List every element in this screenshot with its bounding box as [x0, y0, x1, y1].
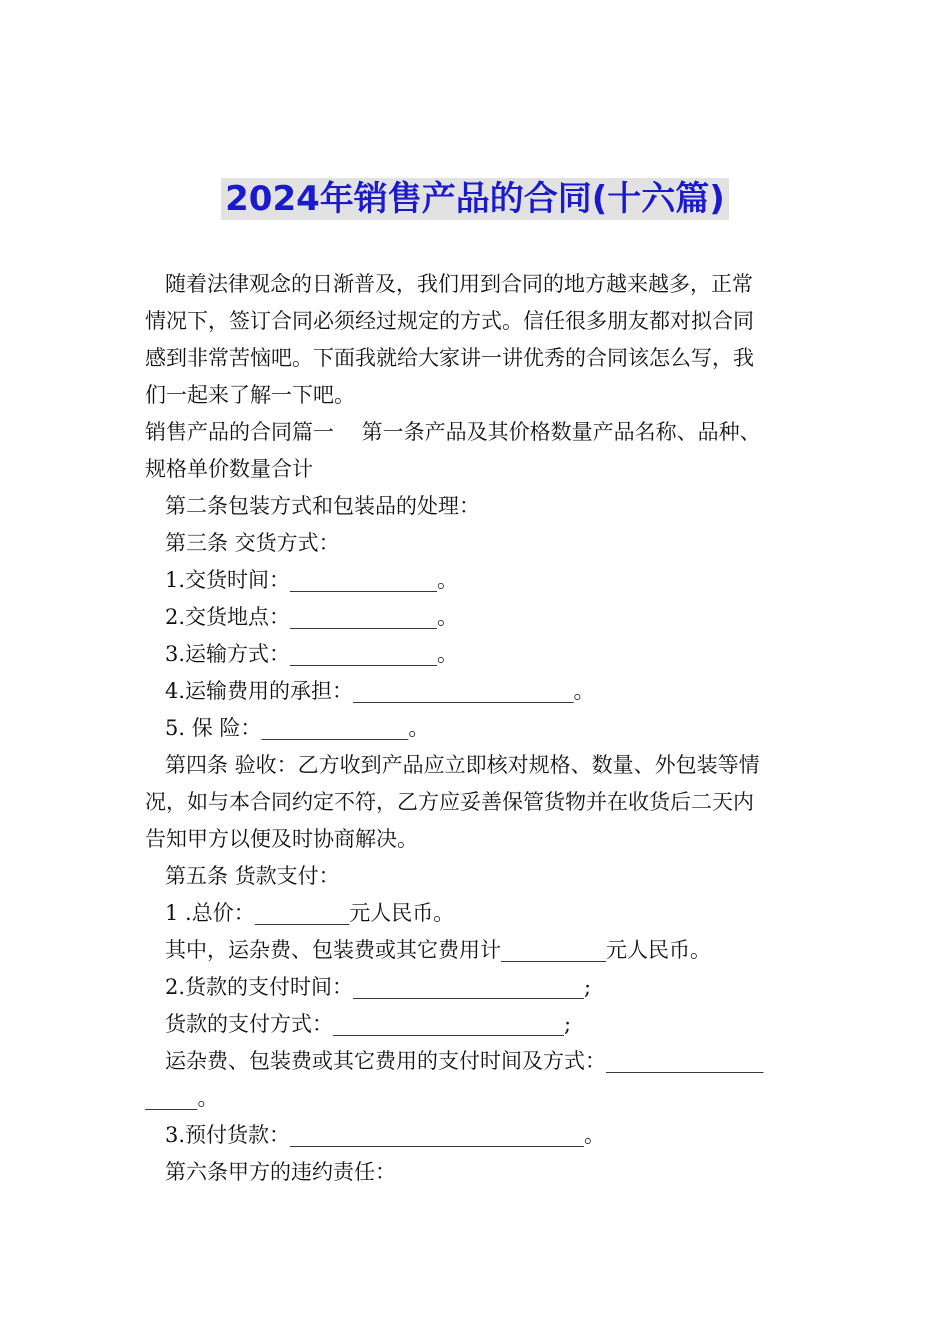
document-body [145, 266, 810, 1191]
paragraph-line: 第三条 交货方式： [165, 531, 340, 555]
document-title: 2024年销售产品的合同(十六篇) [221, 178, 729, 220]
paragraph-line: 规格单价数量合计 [145, 457, 313, 481]
paragraph-line: 4.运输费用的承担：_____________________。 [165, 679, 595, 703]
paragraph-line: 感到非常苦恼吧。下面我就给大家讲一讲优秀的合同该怎么写，我 [145, 346, 754, 370]
paragraph-line: 第二条包装方式和包装品的处理： [165, 494, 480, 518]
paragraph-line: 第五条 货款支付： [165, 864, 340, 888]
paragraph-line: 随着法律观念的日渐普及，我们用到合同的地方越来越多，正常 [165, 272, 753, 296]
paragraph-line: 货款的支付方式：______________________; [165, 1012, 572, 1036]
paragraph-line: 3.预付货款：____________________________。 [165, 1123, 606, 1147]
paragraph-line: 2.交货地点：______________。 [165, 605, 459, 629]
paragraph-line: 运杂费、包装费或其它费用的支付时间及方式：_______________ [165, 1049, 764, 1073]
title-container [0, 178, 950, 220]
paragraph-line: 第四条 验收：乙方收到产品应立即核对规格、数量、外包装等情 [165, 753, 760, 777]
paragraph-line: 们一起来了解一下吧。 [145, 383, 355, 407]
paragraph-line: 况，如与本合同约定不符，乙方应妥善保管货物并在收货后二天内 [145, 790, 754, 814]
paragraph-line: 告知甲方以便及时协商解决。 [145, 827, 418, 851]
paragraph-line: 情况下，签订合同必须经过规定的方式。信任很多朋友都对拟合同 [145, 309, 754, 333]
paragraph-line: 3.运输方式：______________。 [165, 642, 459, 666]
paragraph-line: 其中，运杂费、包装费或其它费用计__________元人民币。 [165, 938, 711, 962]
paragraph-line: 第六条甲方的违约责任： [165, 1160, 396, 1184]
paragraph-line: 1 .总价：_________元人民币。 [165, 901, 455, 925]
paragraph-line: 1.交货时间：______________。 [165, 568, 459, 592]
paragraph-line: 销售产品的合同篇一 第一条产品及其价格数量产品名称、品种、 [145, 420, 761, 444]
paragraph-line: 2.货款的支付时间：______________________; [165, 975, 592, 999]
paragraph-line: _____。 [145, 1086, 219, 1110]
paragraph-line: 5. 保 险：______________。 [165, 716, 430, 740]
